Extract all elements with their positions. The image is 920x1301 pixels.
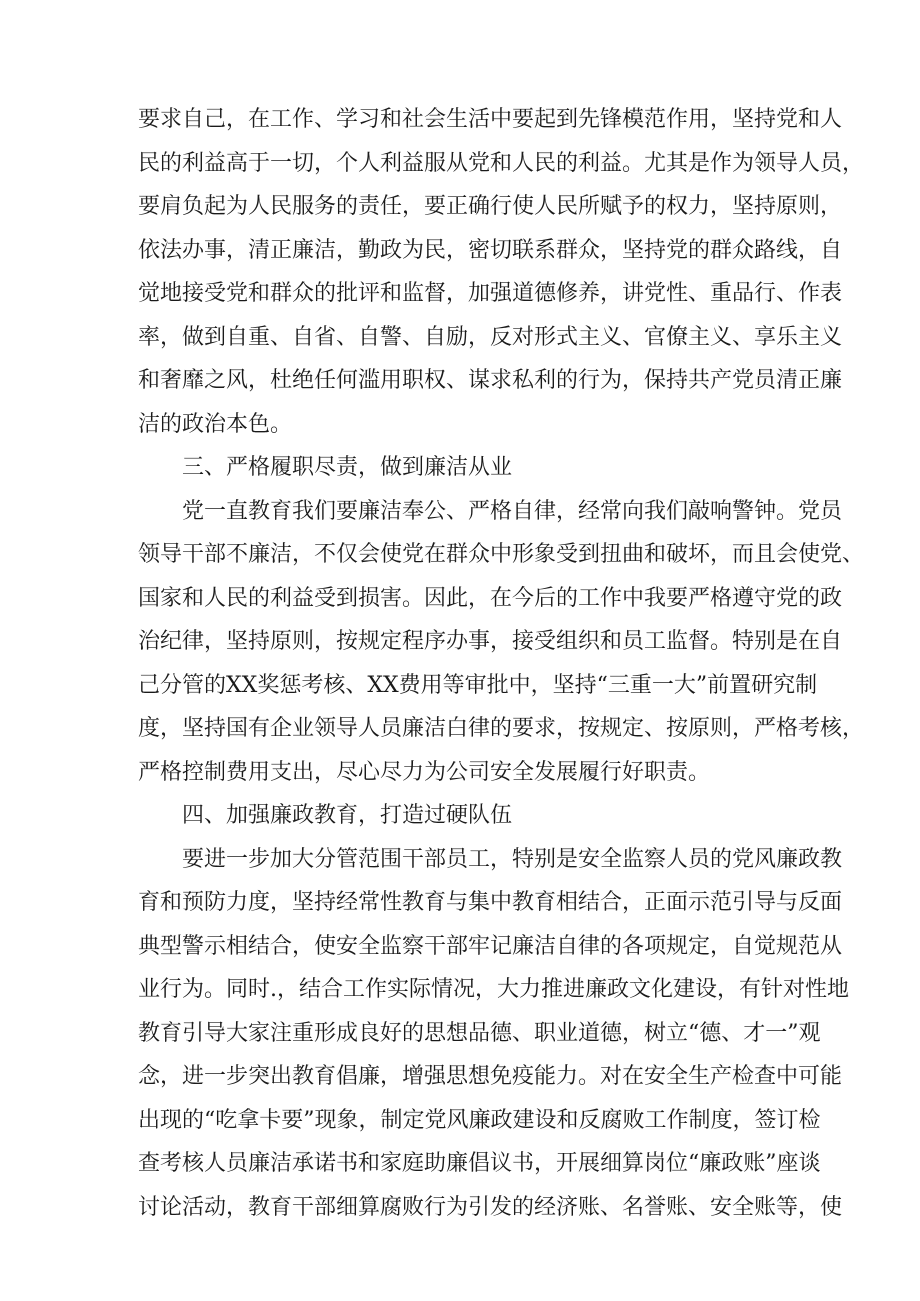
paragraph-first-line: 党一直教育我们要廉洁奉公、严格自律，经常向我们敲响警钟。党员 <box>182 498 843 524</box>
section-heading: 三、严格履职尽责，做到廉洁从业 <box>182 455 513 480</box>
body-line: 出现的“吃拿卡要”现象，制定党风廉政建设和反腐败工作制度，签订检 <box>138 1107 821 1133</box>
body-line: 和奢靡之风，杜绝任何滥用职权、谋求私利的行为，保持共产党员清正廉 <box>138 368 843 393</box>
paragraph-first-line: 要进一步加大分管范围干部员工，特别是安全监察人员的党风廉政教 <box>182 846 843 872</box>
body-line: 己分管的XX奖惩考核、XX费用等审批中，坚持“三重一大”前置研究制 <box>138 672 818 698</box>
body-line: 洁的政治本色。 <box>138 411 293 437</box>
body-line: 要求自己，在工作、学习和社会生活中要起到先锋模范作用，坚持党和人 <box>138 107 843 132</box>
body-line: 治纪律，坚持原则，按规定程序办事，接受组织和员工监督。特别是在自 <box>138 629 843 654</box>
section-heading: 四、加强廉政教育，打造过硬队伍 <box>182 803 513 828</box>
body-line: 育和预防力度，坚持经常性教育与集中教育相结合，正面示范引导与反面 <box>138 890 843 915</box>
body-line: 率，做到自重、自省、自警、自励，反对形式主义、官僚主义、享乐主义 <box>138 324 843 350</box>
body-line: 严格控制费用支出，尽心尽力为公司安全发展履行好职责。 <box>138 759 711 785</box>
body-line: 民的利益高于一切，个人利益服从党和人民的利益。尤其是作为领导人员， <box>138 150 865 176</box>
body-line: 教育引导大家注重形成良好的思想品德、职业道德，树立“德、才一”观 <box>138 1020 821 1046</box>
document-body <box>138 98 865 1229</box>
body-line: 要肩负起为人民服务的责任，要正确行使人民所赋予的权力，坚持原则， <box>138 194 843 219</box>
body-line: 度，坚持国有企业领导人员廉洁白律的要求，按规定、按原则，严格考核， <box>138 716 865 741</box>
body-line: 领导干部不廉洁，不仅会使党在群众中形象受到扭曲和破坏，而且会使党、 <box>138 542 865 567</box>
body-line: 觉地接受党和群众的批评和监督，加强道德修养，讲党性、重品行、作表 <box>138 281 843 306</box>
body-line: 查考核人员廉洁承诺书和家庭助廉倡议书，开展细算岗位“廉政账”座谈 <box>138 1151 821 1176</box>
body-line: 典型警示相结合，使安全监察干部牢记廉洁自律的各项规定，自觉规范从 <box>138 933 843 959</box>
body-line: 国家和人民的利益受到损害。因此，在今后的工作中我要严格遵守党的政 <box>138 585 843 611</box>
body-line: 依法办事，清正廉洁，勤政为民，密切联系群众，坚持党的群众路线，自 <box>138 237 843 263</box>
body-line: 念，进一步突出教育倡廉，增强思想免疫能力。对在安全生产检查中可能 <box>138 1064 843 1089</box>
body-line: 讨论活动，教育干部细算腐败行为引发的经济账、名誉账、安全账等，使 <box>138 1194 843 1220</box>
body-line: 业行为。同时.，结合工作实际情况，大力推进廉政文化建设，有针对性地 <box>138 977 849 1002</box>
